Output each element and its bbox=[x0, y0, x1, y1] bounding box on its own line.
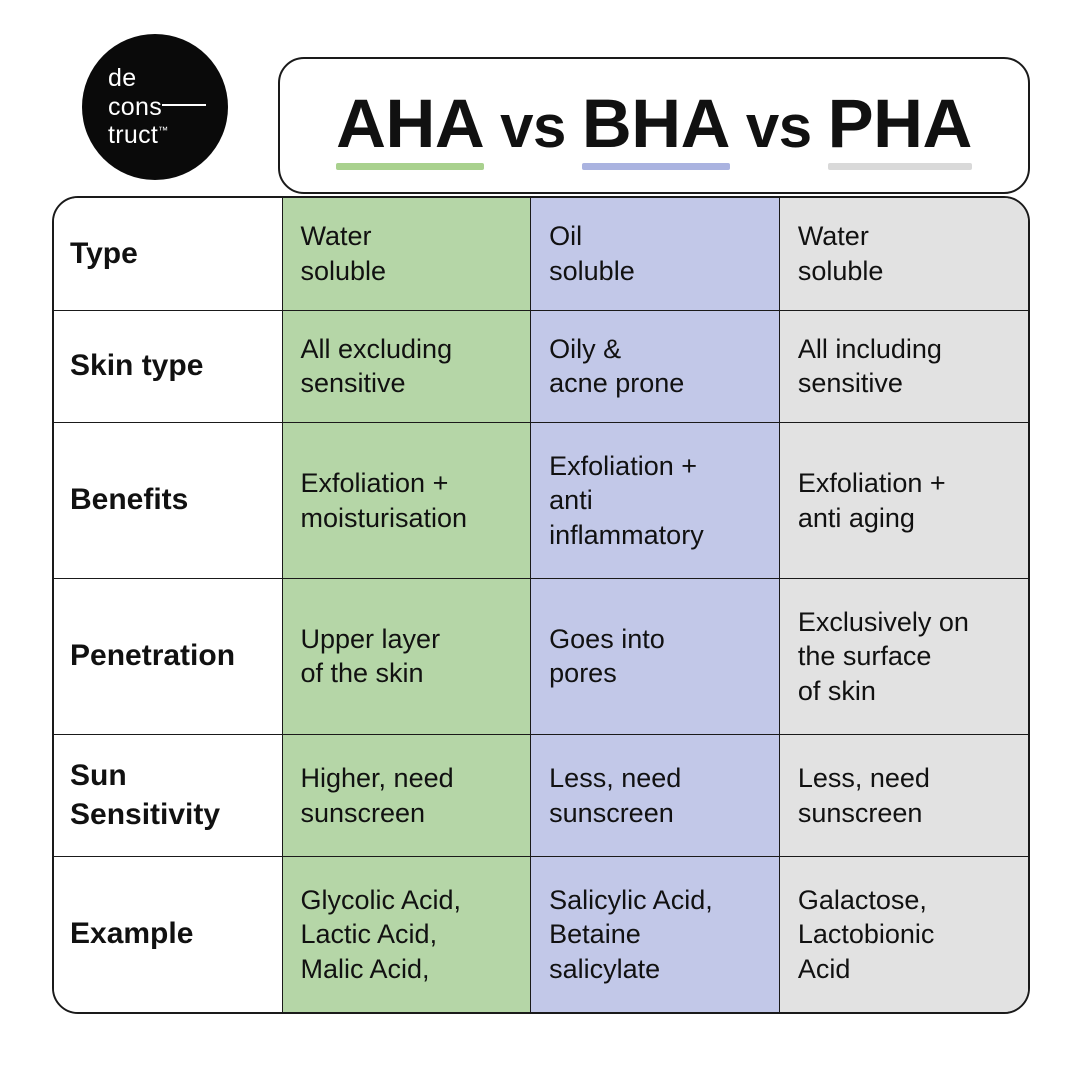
page-title bbox=[336, 84, 972, 167]
cell-lines bbox=[549, 883, 765, 987]
brand-line-3-label: truct bbox=[108, 121, 159, 150]
cell-lines bbox=[798, 332, 1014, 401]
cell-lines bbox=[549, 449, 765, 553]
cell-lines bbox=[798, 466, 1014, 535]
cell-line: Exfoliation + bbox=[300, 468, 449, 499]
cell-line: moisturisation bbox=[300, 502, 468, 533]
title-vs-2: vs bbox=[745, 93, 812, 160]
cell-lines bbox=[301, 761, 517, 830]
cell-aha bbox=[282, 198, 531, 310]
title-card bbox=[278, 57, 1030, 194]
cell-lines bbox=[549, 219, 765, 288]
title-aha bbox=[336, 84, 484, 167]
brand-logo bbox=[82, 34, 228, 180]
title-bha-underline bbox=[582, 163, 730, 170]
cell-pha bbox=[779, 198, 1028, 310]
cell-line: Oily & bbox=[549, 333, 622, 364]
cell-line: All excluding bbox=[300, 333, 453, 364]
cell-aha bbox=[282, 423, 531, 579]
cell-pha bbox=[779, 734, 1028, 856]
cell-lines bbox=[798, 883, 1014, 987]
row-label: Sun Sensitivity bbox=[54, 734, 282, 856]
title-aha-label: AHA bbox=[336, 85, 485, 162]
brand-line-2 bbox=[108, 93, 228, 122]
cell-line: soluble bbox=[300, 255, 387, 286]
cell-lines bbox=[301, 466, 517, 535]
row-label: Example bbox=[54, 857, 282, 1012]
cell-line: Less, need bbox=[549, 763, 682, 793]
cell-lines bbox=[549, 622, 765, 691]
comparison-table bbox=[52, 196, 1030, 1014]
cell-lines bbox=[301, 622, 517, 691]
cell-line: Exclusively on bbox=[797, 606, 969, 637]
cell-line: soluble bbox=[549, 255, 635, 286]
cell-line: sunscreen bbox=[797, 797, 923, 828]
cell-line: Exfoliation + bbox=[549, 450, 697, 481]
cell-bha bbox=[531, 857, 780, 1012]
cell-line: Galactose, bbox=[797, 884, 927, 915]
cell-line: acne prone bbox=[549, 368, 685, 399]
brand-logo-text bbox=[82, 34, 228, 180]
table-row bbox=[54, 579, 1028, 735]
cell-bha bbox=[531, 734, 780, 856]
title-bha-label: BHA bbox=[581, 85, 730, 162]
cell-lines bbox=[549, 761, 765, 830]
cell-line: Salicylic Acid, bbox=[549, 884, 713, 915]
brand-line-1 bbox=[108, 64, 228, 93]
cell-pha bbox=[779, 423, 1028, 579]
table-row bbox=[54, 423, 1028, 579]
cell-line: All including bbox=[797, 333, 942, 364]
brand-line-1-label: de bbox=[108, 64, 137, 93]
cell-line: Goes into bbox=[549, 623, 665, 654]
row-label: Benefits bbox=[54, 423, 282, 579]
cell-line: Lactobionic bbox=[797, 919, 935, 950]
cell-line: Malic Acid, bbox=[300, 953, 430, 984]
trademark-symbol: ™ bbox=[158, 125, 169, 137]
cell-aha bbox=[282, 579, 531, 735]
cell-aha bbox=[282, 310, 531, 423]
cell-aha bbox=[282, 734, 531, 856]
cell-lines bbox=[549, 332, 765, 401]
cell-lines bbox=[798, 219, 1014, 288]
title-bha bbox=[582, 84, 730, 167]
cell-line: Oil bbox=[549, 221, 583, 252]
cell-line: the surface bbox=[797, 641, 932, 672]
cell-line: of the skin bbox=[300, 658, 424, 689]
cell-bha bbox=[531, 310, 780, 423]
cell-pha bbox=[779, 579, 1028, 735]
cell-lines bbox=[301, 219, 517, 288]
cell-line: pores bbox=[549, 658, 617, 689]
table-row bbox=[54, 734, 1028, 856]
cell-line: anti bbox=[549, 485, 593, 516]
cell-line: sunscreen bbox=[549, 797, 674, 828]
brand-line-3 bbox=[108, 121, 228, 150]
cell-line: sensitive bbox=[797, 368, 903, 399]
table-row bbox=[54, 857, 1028, 1012]
table-row bbox=[54, 198, 1028, 310]
cell-line: Less, need bbox=[797, 763, 930, 793]
cell-line: Water bbox=[797, 221, 869, 252]
title-vs-1: vs bbox=[500, 93, 566, 160]
title-pha-underline bbox=[828, 163, 972, 170]
cell-bha bbox=[531, 423, 780, 579]
cell-line: Glycolic Acid, bbox=[300, 884, 462, 915]
cell-pha bbox=[779, 857, 1028, 1012]
cell-line: of skin bbox=[797, 675, 876, 706]
row-label: Skin type bbox=[54, 310, 282, 423]
cell-lines bbox=[798, 761, 1014, 830]
cell-bha bbox=[531, 198, 780, 310]
cell-line: Higher, need bbox=[300, 763, 454, 793]
cell-pha bbox=[779, 310, 1028, 423]
cell-line: Water bbox=[300, 221, 372, 252]
cell-bha bbox=[531, 579, 780, 735]
cell-line: salicylate bbox=[549, 953, 661, 984]
cell-line: sunscreen bbox=[300, 797, 426, 828]
cell-line: sensitive bbox=[300, 368, 406, 399]
title-pha-label: PHA bbox=[827, 85, 972, 162]
cell-line: inflammatory bbox=[549, 519, 704, 550]
row-label: Type bbox=[54, 198, 282, 310]
cell-aha bbox=[282, 857, 531, 1012]
table-row bbox=[54, 310, 1028, 423]
cell-line: anti aging bbox=[797, 502, 915, 533]
cell-line: Upper layer bbox=[300, 623, 441, 654]
cell-line: Lactic Acid, bbox=[300, 919, 438, 950]
cell-lines bbox=[301, 332, 517, 401]
cell-lines bbox=[301, 883, 517, 987]
row-label: Penetration bbox=[54, 579, 282, 735]
cell-line: Exfoliation + bbox=[797, 468, 946, 499]
brand-line-2-label: cons bbox=[108, 92, 163, 121]
title-aha-underline bbox=[336, 163, 484, 170]
cell-line: Acid bbox=[797, 953, 851, 984]
cell-line: Betaine bbox=[549, 919, 641, 950]
title-pha bbox=[828, 84, 972, 167]
cell-line: soluble bbox=[797, 255, 884, 286]
cell-lines bbox=[798, 605, 1014, 709]
